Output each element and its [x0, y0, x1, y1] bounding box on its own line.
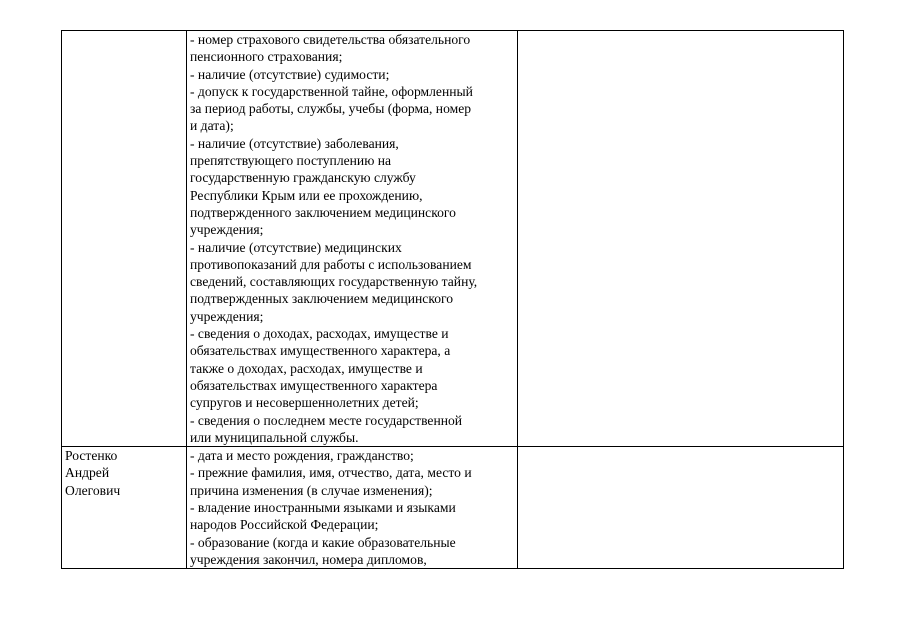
info-lines [190, 447, 514, 568]
extra-cell [518, 31, 844, 447]
text-line: Ростенко [65, 448, 118, 464]
info-cell [187, 31, 518, 447]
text-line: народов Российской Федерации; [190, 517, 379, 533]
text-line: или муниципальной службы. [190, 429, 359, 445]
text-line: - наличие (отсутствие) медицинских [190, 239, 402, 255]
table-row [62, 31, 844, 447]
text-line: подтвержденного заключением медицинского [190, 204, 456, 220]
info-cell [187, 447, 518, 569]
text-line: супругов и несовершеннолетних детей; [190, 395, 419, 411]
text-line: обязательствах имущественного характера, а [190, 343, 451, 359]
name-cell [62, 447, 187, 569]
extra-cell [518, 447, 844, 569]
text-line: учреждения; [190, 222, 264, 238]
text-line: - прежние фамилия, имя, отчество, дата, место и [190, 465, 472, 481]
text-line: обязательствах имущественного характера [190, 377, 438, 393]
text-line: государственную гражданскую службу [190, 170, 416, 186]
name-lines [65, 447, 183, 499]
table-row [62, 447, 844, 569]
text-line: - наличие (отсутствие) судимости; [190, 66, 390, 82]
text-line: - наличие (отсутствие) заболевания, [190, 135, 399, 151]
text-line: - владение иностранными языками и языками [190, 500, 456, 516]
name-cell [62, 31, 187, 447]
text-line: и дата); [190, 118, 234, 134]
text-line: препятствующего поступлению на [190, 153, 392, 169]
document-table [61, 30, 844, 569]
text-line: - допуск к государственной тайне, оформленный [190, 83, 473, 99]
text-line: Олегович [65, 482, 121, 498]
text-line: подтвержденных заключением медицинского [190, 291, 454, 307]
info-lines [190, 31, 514, 446]
text-line: - образование (когда и какие образовательные [190, 534, 456, 550]
text-line: также о доходах, расходах, имуществе и [190, 360, 423, 376]
text-line: учреждения; [190, 308, 264, 324]
text-line: за период работы, службы, учебы (форма, номер [190, 101, 472, 117]
text-line: - сведения о последнем месте государственной [190, 412, 463, 428]
text-line: причина изменения (в случае изменения); [190, 482, 433, 498]
text-line: - дата и место рождения, гражданство; [190, 448, 414, 464]
text-line: Андрей [65, 465, 110, 481]
text-line: сведений, составляющих государственную тайну, [190, 274, 478, 290]
text-line: противопоказаний для работы с использованием [190, 256, 472, 272]
text-line: - номер страхового свидетельства обязательного [190, 32, 471, 47]
text-line: Республики Крым или ее прохождению, [190, 187, 423, 203]
text-line: пенсионного страхования; [190, 49, 343, 65]
text-line: учреждения закончил, номера дипломов, [190, 551, 427, 567]
text-line: - сведения о доходах, расходах, имуществе и [190, 326, 449, 342]
